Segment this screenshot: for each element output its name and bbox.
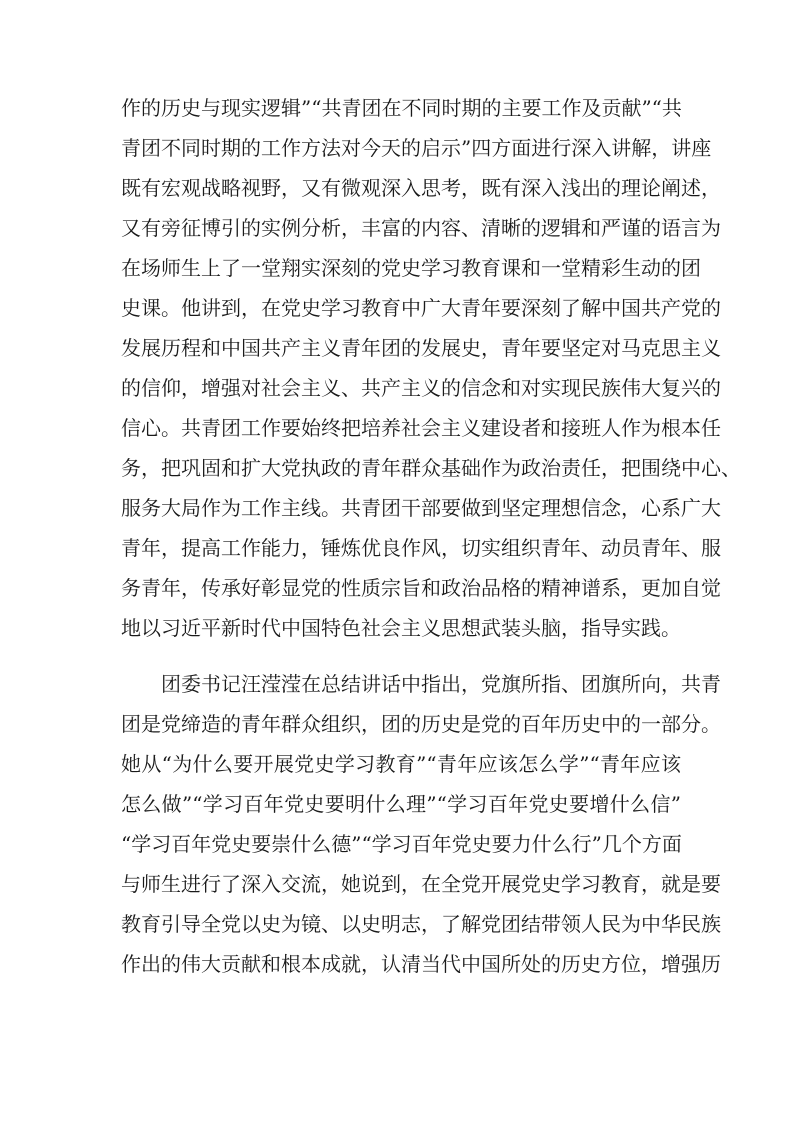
paragraph-2-line: 她从“为什么要开展党史学习教育”“青年应该怎么学”“青年应该 xyxy=(121,752,681,776)
paragraph-1-line: 信心。共青团工作要始终把培养社会主义建设者和接班人作为根本任 xyxy=(121,416,721,440)
paragraph-2-line: 作出的伟大贡献和根本成就，认清当代中国所处的历史方位，增强历 xyxy=(121,952,721,976)
paragraph-2-line: “学习百年党史要崇什么德”“学习百年党史要力什么行”几个方面 xyxy=(121,832,682,856)
paragraph-2-line: 团是党缔造的青年群众组织，团的历史是党的百年历史中的一部分。 xyxy=(121,712,721,736)
paragraph-1-line: 务，把巩固和扩大党执政的青年群众基础作为政治责任，把围绕中心、 xyxy=(121,456,741,480)
paragraph-1-line: 青团不同时期的工作方法对今天的启示”四方面进行深入讲解，讲座 xyxy=(121,136,712,160)
paragraph-1-line: 既有宏观战略视野，又有微观深入思考，既有深入浅出的理论阐述， xyxy=(121,176,721,200)
paragraph-2-line: 怎么做”“学习百年党史要明什么理”“学习百年党史要增什么信” xyxy=(121,792,681,816)
paragraph-1-line: 发展历程和中国共产主义青年团的发展史，青年要坚定对马克思主义 xyxy=(121,336,721,360)
paragraph-1-line: 史课。他讲到，在党史学习教育中广大青年要深刻了解中国共产党的 xyxy=(121,296,721,320)
paragraph-2-line: 与师生进行了深入交流，她说到，在全党开展党史学习教育，就是要 xyxy=(121,872,721,896)
paragraph-1-line: 又有旁征博引的实例分析，丰富的内容、清晰的逻辑和严谨的语言为 xyxy=(121,216,721,240)
paragraph-1-line: 青年，提高工作能力，锤炼优良作风，切实组织青年、动员青年、服 xyxy=(121,536,721,560)
paragraph-1-line: 作的历史与现实逻辑”“共青团在不同时期的主要工作及贡献”“共 xyxy=(121,96,682,120)
paragraph-1-line: 在场师生上了一堂翔实深刻的党史学习教育课和一堂精彩生动的团 xyxy=(121,256,701,280)
paragraph-2-line: 教育引导全党以史为镜、以史明志，了解党团结带领人民为中华民族 xyxy=(121,912,721,936)
paragraph-2-line: 团委书记汪滢滢在总结讲话中指出，党旗所指、团旗所向，共青 xyxy=(161,672,721,696)
paragraph-1-line: 务青年，传承好彰显党的性质宗旨和政治品格的精神谱系，更加自觉 xyxy=(121,576,721,600)
paragraph-1-line: 地以习近平新时代中国特色社会主义思想武装头脑，指导实践。 xyxy=(121,616,681,640)
paragraph-1-line: 服务大局作为工作主线。共青团干部要做到坚定理想信念，心系广大 xyxy=(121,496,721,520)
paragraph-1-line: 的信仰，增强对社会主义、共产主义的信念和对实现民族伟大复兴的 xyxy=(121,376,721,400)
